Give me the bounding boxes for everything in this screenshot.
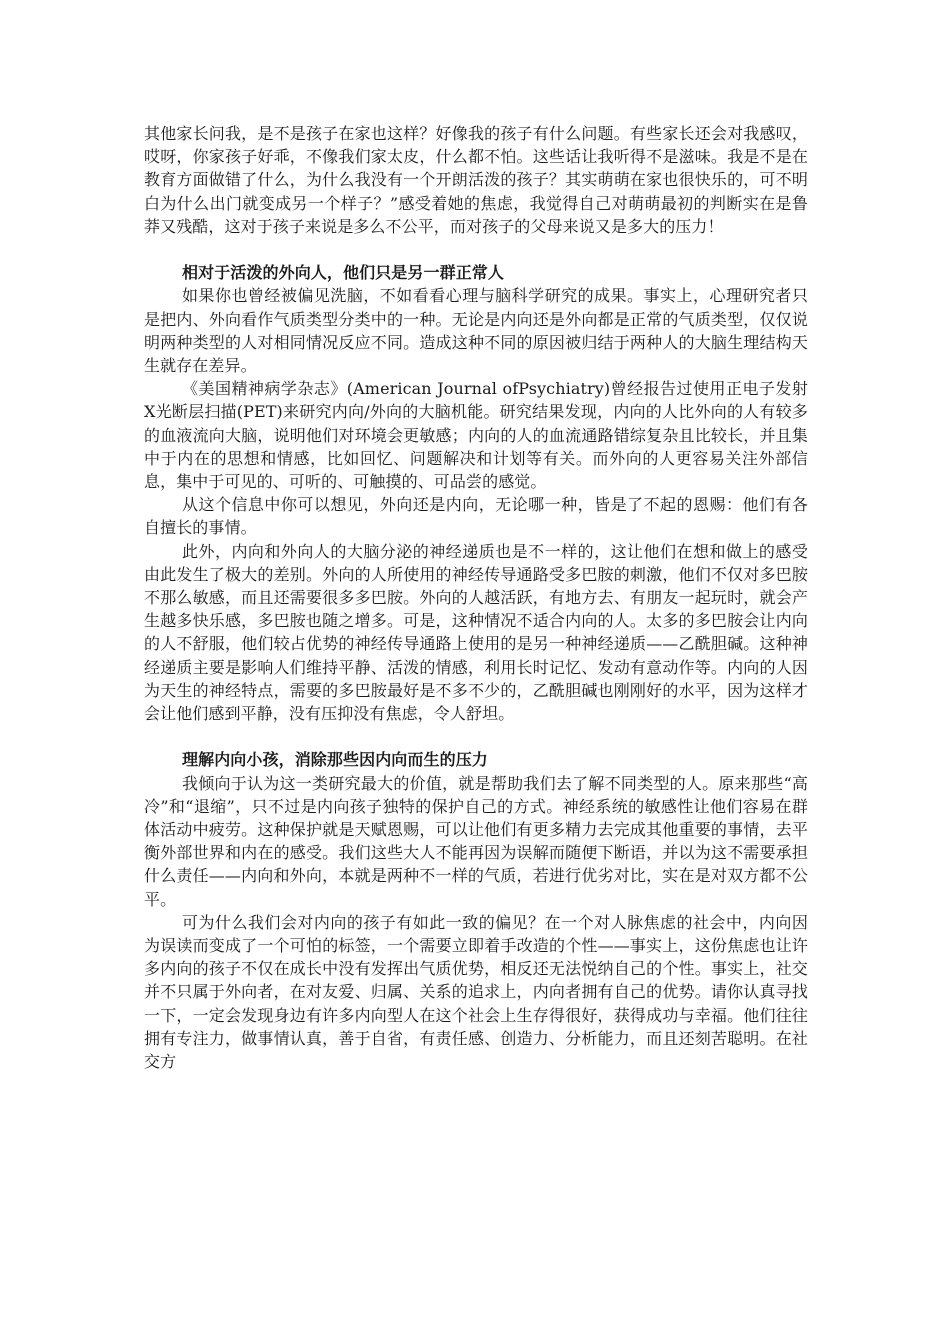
document-page xyxy=(144,122,808,1073)
body-paragraph: 此外，内向和外向人的大脑分泌的神经递质也是不一样的，这让他们在想和做上的感受由此发生了极大的差别。外向的人所使用的神经传导通路受多巴胺的刺激，他们不仅对多巴胺不那么敏感，而且还需要很多多巴胺。外向的人越活跃，有地方去、有朋友一起玩时，就会产生越多快乐感，多巴胺也随之增多。可是，这种情况不适合内向的人。太多的多巴胺会让内向的人不舒服，他们较占优势的神经传导通路上使用的是另一种神经递质——乙酰胆碱。这种神经递质主要是影响人们维持平静、活泼的情感，利用长时记忆、发动有意动作等。内向的人因为天生的神经特点，需要的多巴胺最好是不多不少的，乙酰胆碱也刚刚好的水平，因为这样才会让他们感到平静，没有压抑没有焦虑，令人舒坦。 xyxy=(144,541,808,724)
body-paragraph: 从这个信息中你可以想见，外向还是内向，无论哪一种，皆是了不起的恩赐：他们有各自擅长的事情。 xyxy=(144,495,808,538)
body-paragraph: 如果你也曾经被偏见洗脑，不如看看心理与脑科学研究的成果。事实上，心理研究者只是把内、外向看作气质类型分类中的一种。无论是内向还是外向都是正常的气质类型，仅仅说明两种类型的人对相同情况反应不同。造成这种不同的原因被归结于两种人的大脑生理结构天生就存在差异。 xyxy=(144,286,808,376)
section-heading: 相对于活泼的外向人，他们只是另一群正常人 xyxy=(182,263,505,283)
body-paragraph: 可为什么我们会对内向的孩子有如此一致的偏见？在一个对人脉焦虑的社会中，内向因为误读而变成了一个可怕的标签，一个需要立即着手改造的个性——事实上，这份焦虑也让许多内向的孩子不仅在成长中没有发挥出气质优势，相反还无法悦纳自己的个性。事实上，社交并不只属于外向者，在对友爱、归属、关系的追求上，内向者拥有自己的优势。请你认真寻找一下，一定会发现身边有许多内向型人在这个社会上生存得很好，获得成功与幸福。他们往往拥有专注力，做事情认真，善于自省，有责任感、创造力、分析能力，而且还刻苦聪明。在社交方 xyxy=(144,912,808,1072)
body-paragraph: 我倾向于认为这一类研究最大的价值，就是帮助我们去了解不同类型的人。原来那些“高冷”和“退缩”，只不过是内向孩子独特的保护自己的方式。神经系统的敏感性让他们容易在群体活动中疲劳。这种保护就是天赋恩赐，可以让他们有更多精力去完成其他重要的事情，去平衡外部世界和内在的感受。我们这些大人不能再因为误解而随便下断语，并以为这不需要承担什么责任——内向和外向，本就是两种不一样的气质，若进行优劣对比，实在是对双方都不公平。 xyxy=(144,773,808,909)
section-heading: 理解内向小孩，消除那些因内向而生的压力 xyxy=(182,750,488,770)
body-paragraph: 《美国精神病学杂志》(American Journal ofPsychiatry)曾经报告过使用正电子发射X光断层扫描(PET)来研究内向/外向的大脑机能。研究结果发现，内向的人比外向的人有较多的血液流向大脑，说明他们对环境会更敏感；内向的人的血流通路错综复杂且比较长，并且集中于内在的思想和情感，比如回忆、问题解决和计划等有关。而外向的人更容易关注外部信息，集中于可见的、可听的、可触摸的、可品尝的感觉。 xyxy=(144,379,808,492)
body-paragraph: 其他家长问我，是不是孩子在家也这样？好像我的孩子有什么问题。有些家长还会对我感叹，哎呀，你家孩子好乖，不像我们家太皮，什么都不怕。这些话让我听得不是滋味。我是不是在教育方面做错了什么，为什么我没有一个开朗活泼的孩子？其实萌萌在家也很快乐的，可不明白为什么出门就变成另一个样子？”感受着她的焦虑，我觉得自己对萌萌最初的判断实在是鲁莽又残酷，这对于孩子来说是多么不公平，而对孩子的父母来说又是多大的压力！ xyxy=(144,124,808,236)
